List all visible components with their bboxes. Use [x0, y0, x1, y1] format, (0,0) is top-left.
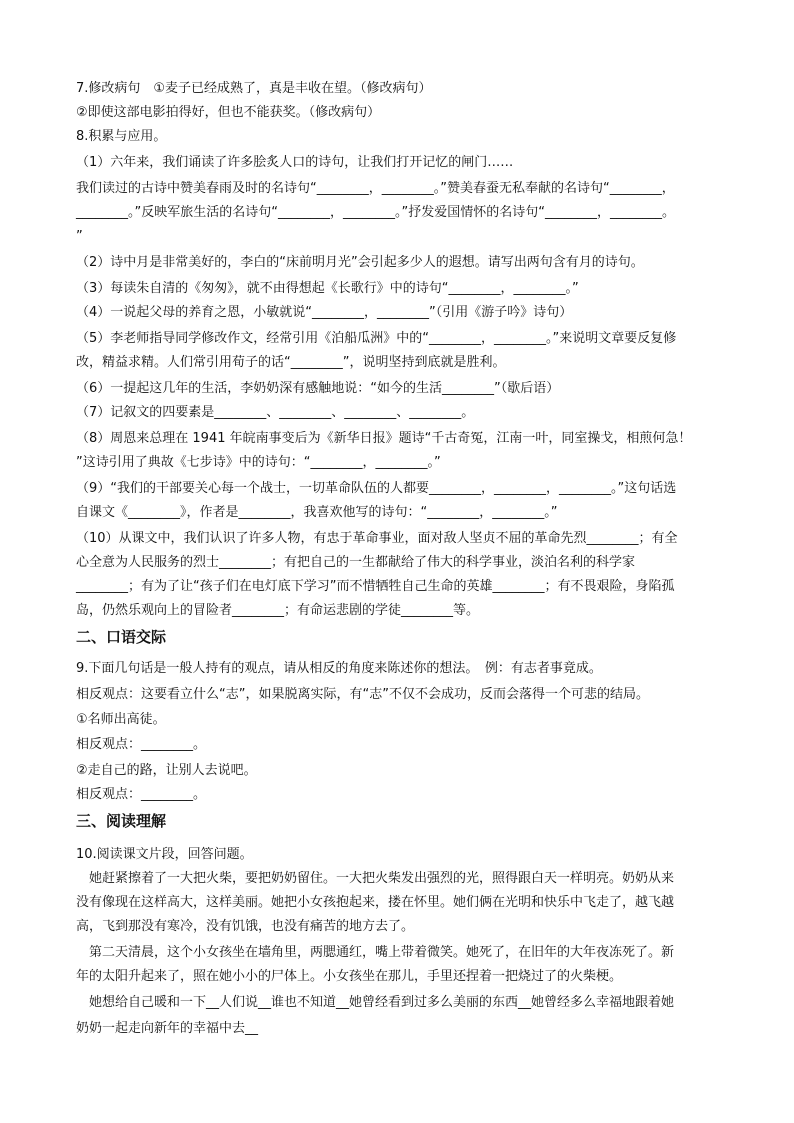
passage-p3-line-2: 奶奶一起走向新年的幸福中去__ — [76, 1021, 259, 1036]
q8-10-line-3: ________；有为了让“孩子们在电灯底下学习”而不惜牺牲自己生命的英雄________；有不畏艰险，身陷孤 — [76, 579, 675, 594]
passage-p2-line-1: 第二天清晨，这个小女孩坐在墙角里，两腮通红，嘴上带着微笑。她死了，在旧年的大年夜冻死了。新 — [76, 945, 675, 960]
q8-9-line-2: 自课文《________》，作者是________，我喜欢他写的诗句：“________，________。” — [76, 505, 558, 520]
q7-line-2: ②即使这部电影拍得好，但也不能获奖。（修改病句） — [76, 105, 381, 120]
passage-p1-line-3: 高，飞到那没有寒冷，没有饥饿，也没有痛苦的地方去了。 — [76, 919, 415, 934]
q8-1-line-2: ________。”反映军旅生活的名诗句“________，________。”抒发爱国情怀的名诗句“________，________。 — [76, 205, 675, 220]
q8-4: （4）一说起父母的养育之恩，小敏就说“________，________”（引用《游子吟》诗句） — [76, 305, 573, 320]
q8-10-line-4: 岛，仍然乐观向上的冒险者________；有命运悲剧的学徒________等。 — [76, 603, 480, 618]
q9-line-2: 相反观点：这要看立什么“志”，如果脱离实际，有“志”不仅不会成功，反而会落得一个可悲的结局。 — [76, 687, 649, 702]
q8-10-line-2: 心全意为人民服务的烈士________；有把自己的一生都献给了伟大的科学事业，淡泊名利的科学家 — [76, 555, 636, 570]
q8-6: （6）一提起这几年的生活，李奶奶深有感触地说：“如今的生活________”（歇后语） — [76, 381, 560, 396]
q10-title: 10.阅读课文片段，回答问题。 — [76, 847, 253, 862]
q9-answer-2: 相反观点：________。 — [76, 787, 207, 802]
q8-1-line-3: ” — [76, 229, 83, 244]
q9-line-1: 9.下面几句话是一般人持有的观点，请从相反的角度来陈述你的想法。 例：有志者事竟成。 — [76, 661, 602, 676]
q8-8-line-2: ”这诗引用了典故《七步诗》中的诗句：“________，________。” — [76, 455, 441, 470]
passage-p2-line-2: 年的太阳升起来了，照在她小小的尸体上。小女孩坐在那儿，手里还捏着一把烧过了的火柴梗。 — [76, 969, 623, 984]
q8-title: 8.积累与应用。 — [76, 129, 167, 144]
q8-1-intro: （1）六年来，我们诵读了许多脍炙人口的诗句，让我们打开记忆的闸门…… — [76, 155, 514, 170]
q8-7: （7）记叙文的四要素是________、________、________、________。 — [76, 405, 475, 420]
q8-8-line-1: （8）周恩来总理在 1941 年皖南事变后为《新华日报》题诗“千古奇冤，江南一叶，同室操戈，相煎何急！ — [76, 431, 692, 446]
q8-10-line-1: （10）从课文中，我们认识了许多人物，有忠于革命事业，面对敌人坚贞不屈的革命先烈________；有全 — [76, 531, 678, 546]
q9-item-2: ②走自己的路，让别人去说吧。 — [76, 763, 257, 778]
q9-answer-1: 相反观点：________。 — [76, 737, 207, 752]
passage-p1-line-2: 没有像现在这样高大，这样美丽。她把小女孩抱起来，搂在怀里。她们俩在光明和快乐中飞走了，越飞越 — [76, 895, 675, 910]
q9-item-1: ①名师出高徒。 — [76, 712, 166, 727]
section-heading-oral: 二、口语交际 — [76, 628, 167, 646]
q8-9-line-1: （9）“我们的干部要关心每一个战士，一切革命队伍的人都要________，________，________。”这句话选 — [76, 481, 677, 496]
q7-line-1: 7.修改病句 ①麦子已经成熟了，真是丰收在望。（修改病句） — [76, 81, 432, 96]
q8-5-line-2: 改，精益求精。人们常引用荀子的话“________”，说明坚持到底就是胜利。 — [76, 355, 506, 370]
passage-p1-line-1: 她赶紧擦着了一大把火柴，要把奶奶留住。一大把火柴发出强烈的光，照得跟白天一样明亮。奶奶从来 — [76, 871, 675, 886]
q8-5-line-1: （5）李老师指导同学修改作文，经常引用《泊船瓜洲》中的“________，________。”来说明文章要反复修 — [76, 331, 677, 346]
q8-1-line-1: 我们读过的古诗中赞美春雨及时的名诗句“________，________。”赞美春蚕无私奉献的名诗句“________， — [76, 181, 675, 196]
q8-3: （3）每读朱自清的《匆匆》，就不由得想起《长歌行》中的诗句“________，________。” — [76, 281, 579, 296]
passage-p3-line-1: 她想给自己暖和一下__人们说__谁也不知道__她曾经看到过多么美丽的东西__她曾经多么幸福地跟着她 — [76, 995, 675, 1010]
section-heading-reading: 三、阅读理解 — [76, 812, 167, 830]
q8-2: （2）诗中月是非常美好的，李白的“床前明月光”会引起多少人的遐想。请写出两句含有月的诗句。 — [76, 255, 644, 270]
